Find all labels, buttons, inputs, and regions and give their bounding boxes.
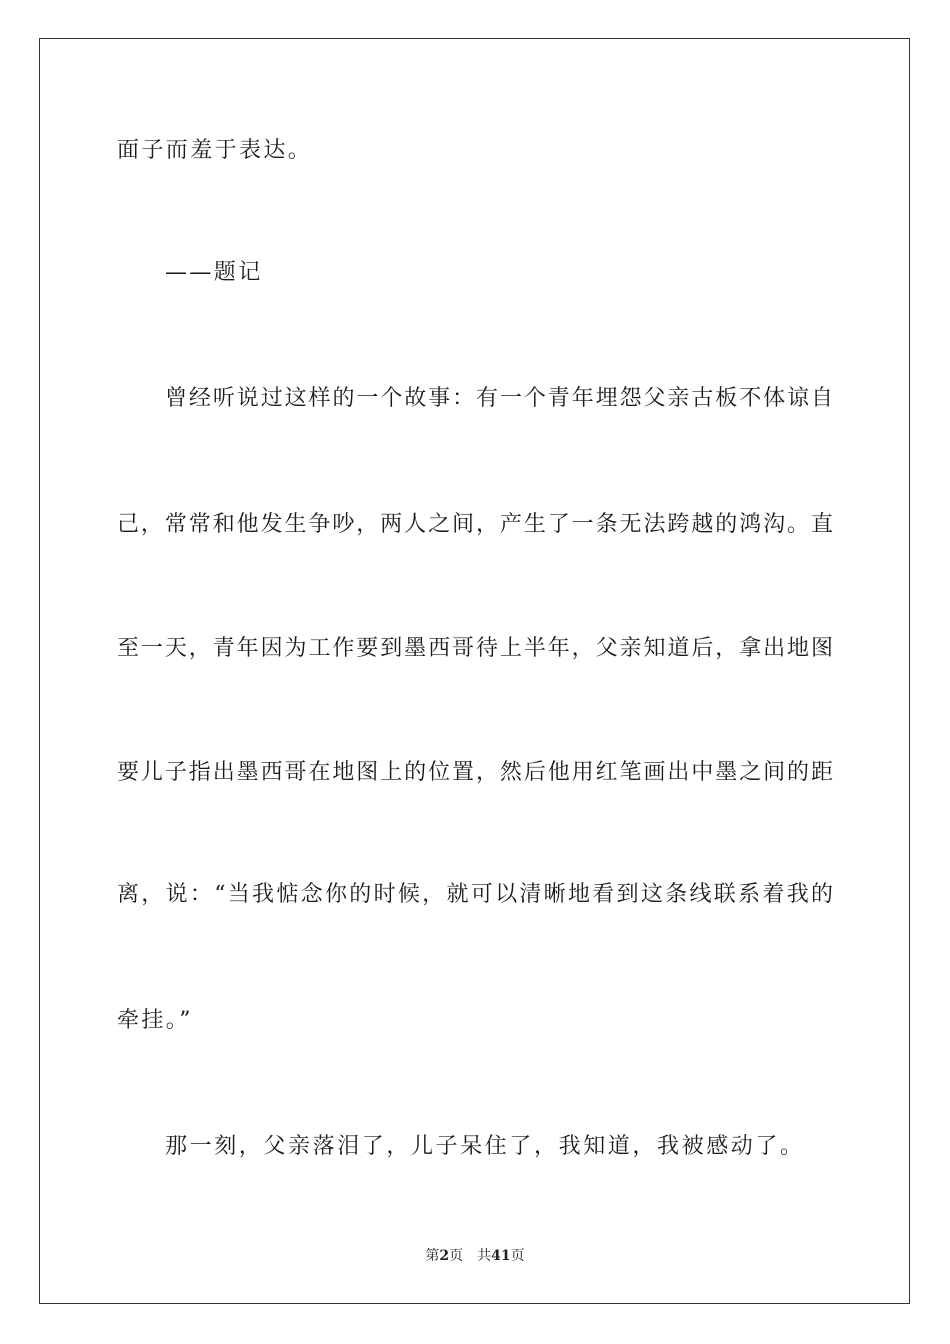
total-pages: 41 <box>491 1248 511 1264</box>
page-prefix: 第 <box>425 1248 440 1264</box>
page-frame <box>39 38 910 1304</box>
epigraph-attribution: ——题记 <box>165 260 263 285</box>
page-suffix: 页 <box>449 1248 464 1264</box>
text-line-9: 那一刻，父亲落泪了，儿子呆住了，我知道，我被感动了。 <box>165 1134 805 1159</box>
text-line-6: 要儿子指出墨西哥在地图上的位置，然后他用红笔画出中墨之间的距 <box>117 760 833 785</box>
total-suffix: 页 <box>510 1248 525 1264</box>
text-line-4: 己，常常和他发生争吵，两人之间，产生了一条无法跨越的鸿沟。直 <box>117 512 833 537</box>
total-prefix: 共 <box>477 1248 492 1264</box>
page-footer <box>0 1247 950 1265</box>
page-number: 2 <box>439 1248 450 1264</box>
text-line-1: 面子而羞于表达。 <box>117 138 313 163</box>
text-line-7: 离，说：“当我惦念你的时候，就可以清晰地看到这条线联系着我的 <box>117 882 833 907</box>
text-line-8: 牵挂。” <box>117 1008 193 1033</box>
text-line-5: 至一天，青年因为工作要到墨西哥待上半年，父亲知道后，拿出地图 <box>117 636 833 661</box>
text-line-3: 曾经听说过这样的一个故事：有一个青年埋怨父亲古板不体谅自 <box>165 386 833 411</box>
